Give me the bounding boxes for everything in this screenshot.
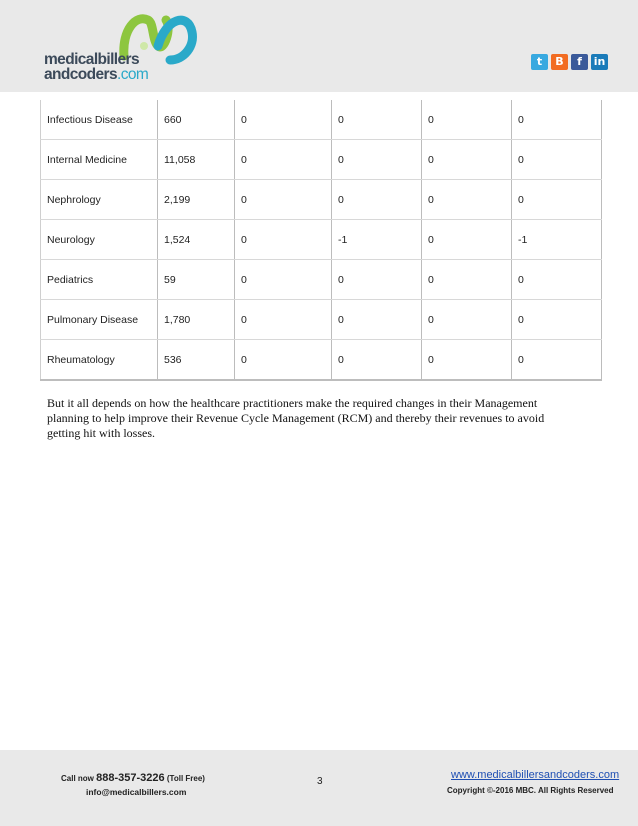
call-line [61,772,205,784]
value-cell: 536 [158,340,235,381]
specialty-cell: Pediatrics [41,260,158,300]
value-cell: 0 [332,260,422,300]
value-cell: 0 [422,180,512,220]
value-cell: 0 [422,100,512,140]
value-cell: 0 [512,260,602,300]
email-link[interactable]: info@medicalbillers.com [86,787,187,797]
company-logo[interactable] [44,10,204,86]
page-footer [0,750,638,826]
value-cell: 0 [332,100,422,140]
page-number: 3 [317,776,323,787]
value-cell: 0 [235,260,332,300]
specialty-cell: Internal Medicine [41,140,158,180]
value-cell: 1,524 [158,220,235,260]
value-cell: 0 [235,180,332,220]
specialty-cell: Pulmonary Disease [41,300,158,340]
body-paragraph: But it all depends on how the healthcare practitioners make the required changes in their Management planning to help improve their Revenue Cycle Management (RCM) and thereby their revenues to avoid getting hit with losses. [47,396,545,440]
specialty-table [40,100,602,381]
facebook-icon[interactable]: f [571,54,588,70]
value-cell: 0 [235,340,332,381]
logo-text-name: andcoders [44,66,117,83]
logo-text-line1: medicalbillers [44,51,139,68]
value-cell: 0 [332,180,422,220]
logo-text-line2 [44,67,148,83]
value-cell: 660 [158,100,235,140]
table-row [41,220,602,260]
blogger-icon[interactable]: B [551,54,568,70]
value-cell: 0 [422,260,512,300]
value-cell: 0 [332,140,422,180]
page-header [0,0,638,92]
value-cell: 0 [512,140,602,180]
value-cell: 0 [235,220,332,260]
value-cell: 0 [422,220,512,260]
value-cell: 0 [235,300,332,340]
value-cell: 0 [422,340,512,381]
specialty-cell: Neurology [41,220,158,260]
call-prefix: Call now [61,774,94,783]
toll-free-label: (Toll Free) [166,774,205,783]
value-cell: 59 [158,260,235,300]
value-cell: 0 [235,140,332,180]
value-cell: 0 [332,340,422,381]
table-row [41,340,602,381]
value-cell: 0 [512,300,602,340]
specialty-cell: Rheumatology [41,340,158,381]
phone-number[interactable]: 888-357-3226 [96,772,165,784]
value-cell: -1 [332,220,422,260]
copyright-text: Copyright ©-2016 MBC. All Rights Reserved [447,786,614,795]
table-row [41,260,602,300]
value-cell: -1 [512,220,602,260]
value-cell: 1,780 [158,300,235,340]
linkedin-icon[interactable]: in [591,54,608,70]
specialty-table-container [40,100,601,381]
value-cell: 0 [332,300,422,340]
specialty-cell: Nephrology [41,180,158,220]
value-cell: 0 [512,340,602,381]
value-cell: 0 [512,100,602,140]
value-cell: 0 [422,140,512,180]
logo-text-suffix: .com [117,66,149,83]
value-cell: 2,199 [158,180,235,220]
table-row [41,300,602,340]
table-row [41,180,602,220]
specialty-cell: Infectious Disease [41,100,158,140]
table-row [41,100,602,140]
value-cell: 0 [235,100,332,140]
table-row [41,140,602,180]
website-link[interactable]: www.medicalbillersandcoders.com [451,769,620,781]
social-icons [531,54,608,70]
value-cell: 0 [512,180,602,220]
value-cell: 0 [422,300,512,340]
value-cell: 11,058 [158,140,235,180]
twitter-icon[interactable]: t [531,54,548,70]
